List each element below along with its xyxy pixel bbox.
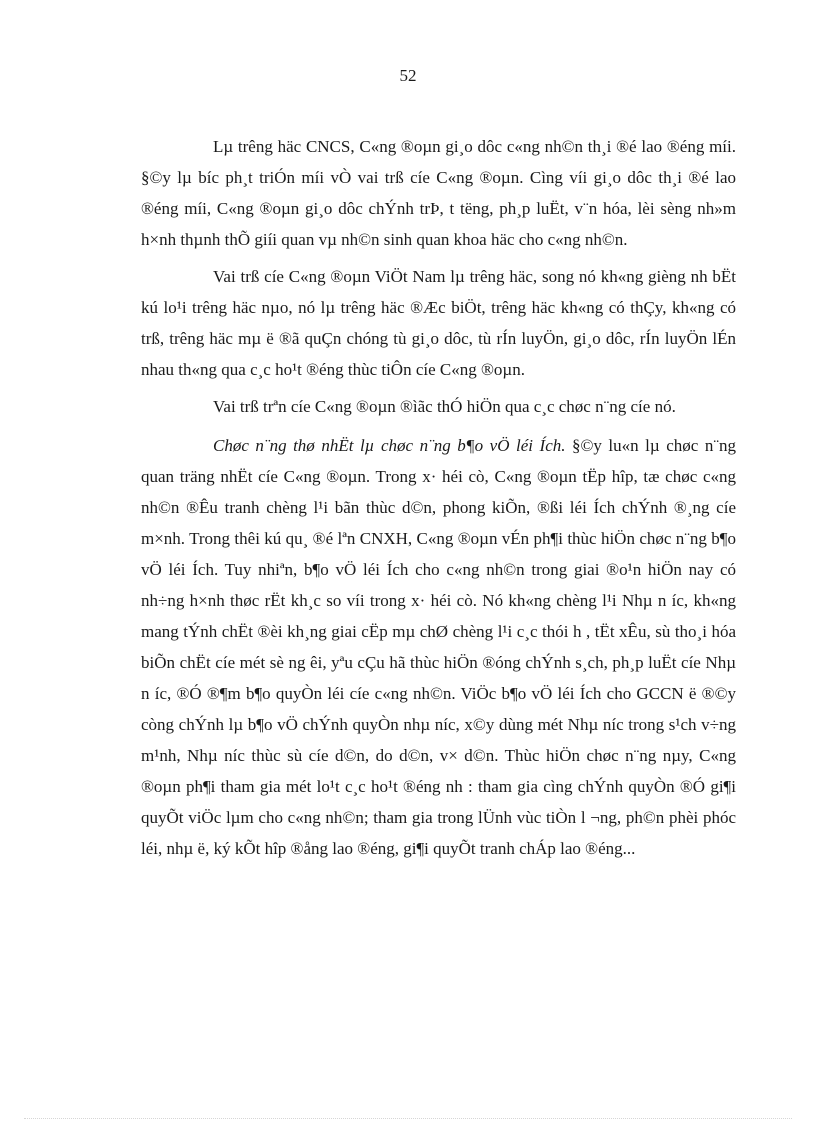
bottom-dotted-rule xyxy=(24,1118,792,1119)
paragraph-4-italic-lead: Chøc n¨ng thø nhËt lµ chøc n¨ng b¶o vÖ léi Ích. xyxy=(213,436,566,455)
paragraph-4-body: §©y lu«n lµ chøc n¨ng quan träng nhËt cíe C«ng ®oµn. Trong x· héi cò, C«ng ®oµn tËp hîp, tæ chøc c«ng nh©n ®Êu tranh chèng l¹i bãn thùc d©n, phong kiÕn, ®ßi léi Ích chÝnh ®¸ng cíe m×nh. Trong thêi kú qu¸ ®é lªn CNXH, C«ng ®oµn vÉn ph¶i thùc hiÖn chøc n¨ng b¶o vÖ léi Ích. Tuy nhiªn, b¶o vÖ léi Ích cho c«ng nh©n trong giai ®o¹n hiÖn nay có nh÷ng h×nh thøc rËt kh¸c so víi trong x· héi cò. Nó kh«ng chèng l¹i Nhµ n íc, kh«ng mang tÝnh chËt ®èi kh¸ng giai cËp mµ chØ chèng l¹i c¸c thói h , tËt xÊu, sù tho¸i hóa biÕn chËt cíe mét sè ng êi, yªu cÇu hã thùc hiÖn ®óng chÝnh s¸ch, ph¸p luËt cíe Nhµ n íc, ®Ó ®¶m b¶o quyÒn léi cíe c«ng nh©n. ViÖc b¶o vÖ léi Ích cho GCCN ë ®©y còng chÝnh lµ b¶o vÖ chÝnh quyÒn nhµ níc, x©y dùng mét Nhµ níc trong s¹ch v÷ng m¹nh, Nhµ níc thùc sù cíe d©n, do d©n, v× d©n. Thùc hiÖn chøc n¨ng nµy, C«ng ®oµn ph¶i tham gia mét lo¹t c¸c ho¹t ®éng nh : tham gia cìng chÝnh quyÒn ®Ó gi¶i quyÕt viÖc lµm cho c«ng nh©n; tham gia trong lÜnh vùc tiÒn l ¬ng, ph©n phèi phóc léi, nhµ ë, ký kÕt hîp ®ång lao ®éng, gi¶i quyÕt tranh chÁp lao ®éng... xyxy=(141,436,736,858)
paragraph-3: Vai trß trªn cíe C«ng ®oµn ®ìãc thÓ hiÖn qua c¸c chøc n¨ng cíe nó. xyxy=(213,397,676,416)
page-number: 52 xyxy=(399,66,417,85)
document-body xyxy=(141,131,736,872)
paragraph-2: Vai trß cíe C«ng ®oµn ViÖt Nam lµ trêng häc, song nó kh«ng gièng nh bËt kú lo¹i trêng häc nµo, nó lµ trêng häc ®Æc biÖt, trêng häc kh«ng có thÇy, kh«ng có trß, trêng häc mµ ë ®ã quÇn chóng tù gi¸o dôc, tù rÍn luyÖn, gi¸o dôc, rÍn luyÖn lÉn nhau th«ng qua c¸c ho¹t ®éng thùc tiÔn cíe C«ng ®oµn. xyxy=(141,267,736,379)
paragraph-4 xyxy=(141,430,736,864)
paragraph-1: Lµ trêng häc CNCS, C«ng ®oµn gi¸o dôc c«ng nh©n th¸i ®é lao ®éng míi. §©y lµ bíc ph¸t triÓn míi vÒ vai trß cíe C«ng ®oµn. Cìng víi gi¸o dôc th¸i ®é lao ®éng míi, C«ng ®oµn gi¸o dôc chÝnh trÞ, t tëng, ph¸p luËt, v¨n hóa, lèi sèng nh»m h×nh thµnh thÕ giíi quan vµ nh©n sinh quan khoa häc cho c«ng nh©n. xyxy=(141,137,736,249)
